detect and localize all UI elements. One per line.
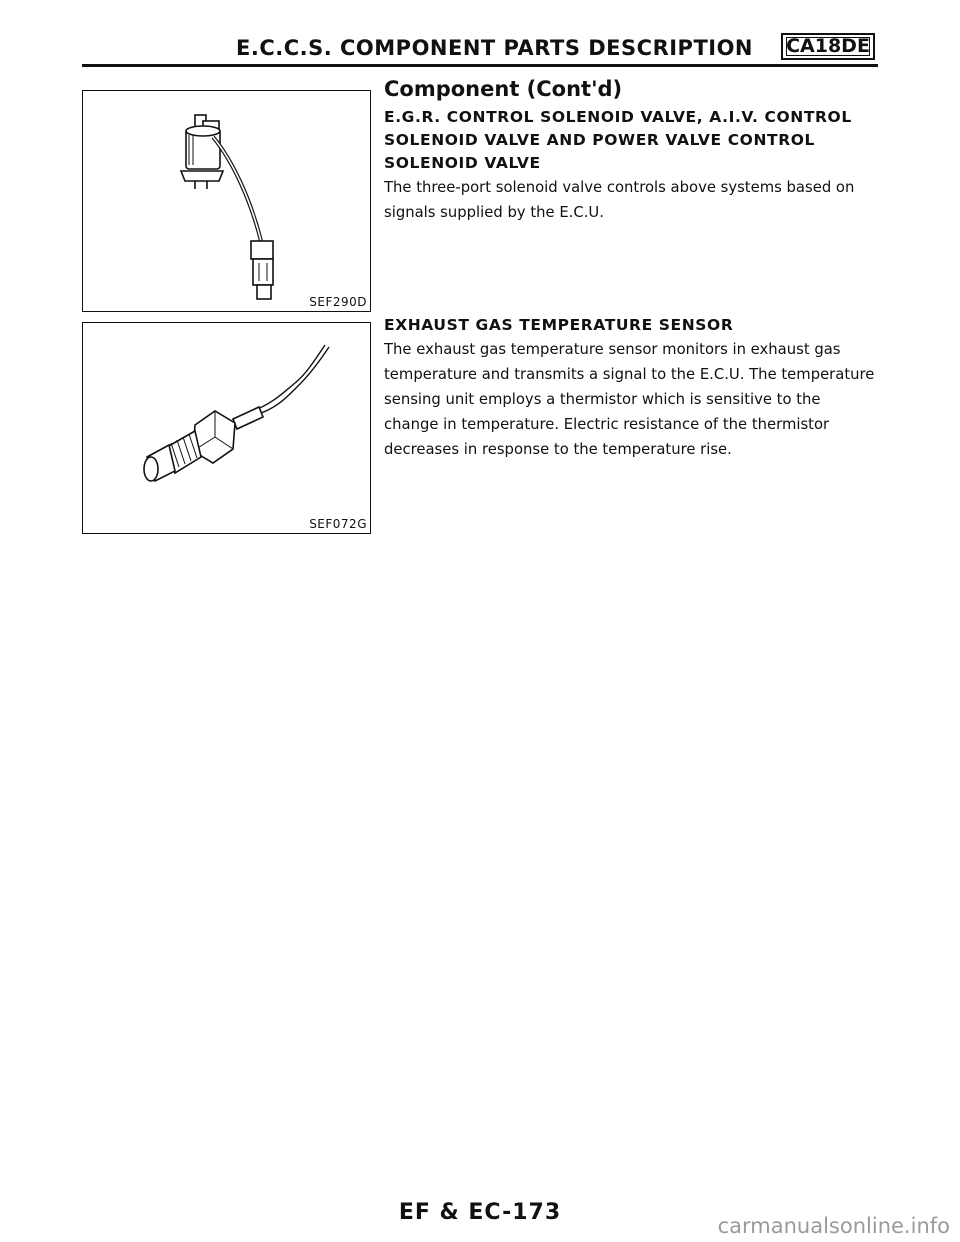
page-header-title: E.C.C.S. COMPONENT PARTS DESCRIPTION	[236, 36, 754, 60]
egr-body-line: The three-port solenoid valve controls above systems based on	[384, 179, 855, 196]
temperature-sensor-icon	[83, 323, 372, 535]
solenoid-valve-icon	[83, 91, 372, 313]
exhaust-sensor-section	[384, 314, 884, 462]
exhaust-sensor-figure	[82, 322, 371, 534]
exhaust-heading: EXHAUST GAS TEMPERATURE SENSOR	[384, 316, 734, 334]
model-badge-label: CA18DE	[786, 35, 870, 57]
component-section	[384, 76, 884, 225]
page-number: EF & EC-173	[398, 1200, 562, 1225]
egr-heading-line: SOLENOID VALVE AND POWER VALVE CONTROL	[384, 131, 815, 149]
exhaust-body-line: decreases in response to the temperature rise.	[384, 441, 732, 458]
model-badge	[781, 33, 875, 60]
header-rule	[82, 64, 878, 67]
exhaust-body-line: temperature and transmits a signal to the E.C.U. The temperature	[384, 366, 875, 383]
solenoid-valve-figure	[82, 90, 371, 312]
figure-code-label: SEF290D	[309, 295, 367, 309]
exhaust-body-line: change in temperature. Electric resistance of the thermistor	[384, 416, 830, 433]
egr-heading-line: SOLENOID VALVE	[384, 154, 541, 172]
egr-heading-line: E.G.R. CONTROL SOLENOID VALVE, A.I.V. CONTROL	[384, 108, 852, 126]
egr-body-line: signals supplied by the E.C.U.	[384, 204, 604, 221]
section-heading: Component (Cont'd)	[384, 77, 623, 101]
watermark: carmanualsonline.info	[717, 1214, 950, 1238]
exhaust-body-line: sensing unit employs a thermistor which is sensitive to the	[384, 391, 821, 408]
exhaust-body-line: The exhaust gas temperature sensor monitors in exhaust gas	[384, 341, 841, 358]
figure-code-label: SEF072G	[309, 517, 367, 531]
